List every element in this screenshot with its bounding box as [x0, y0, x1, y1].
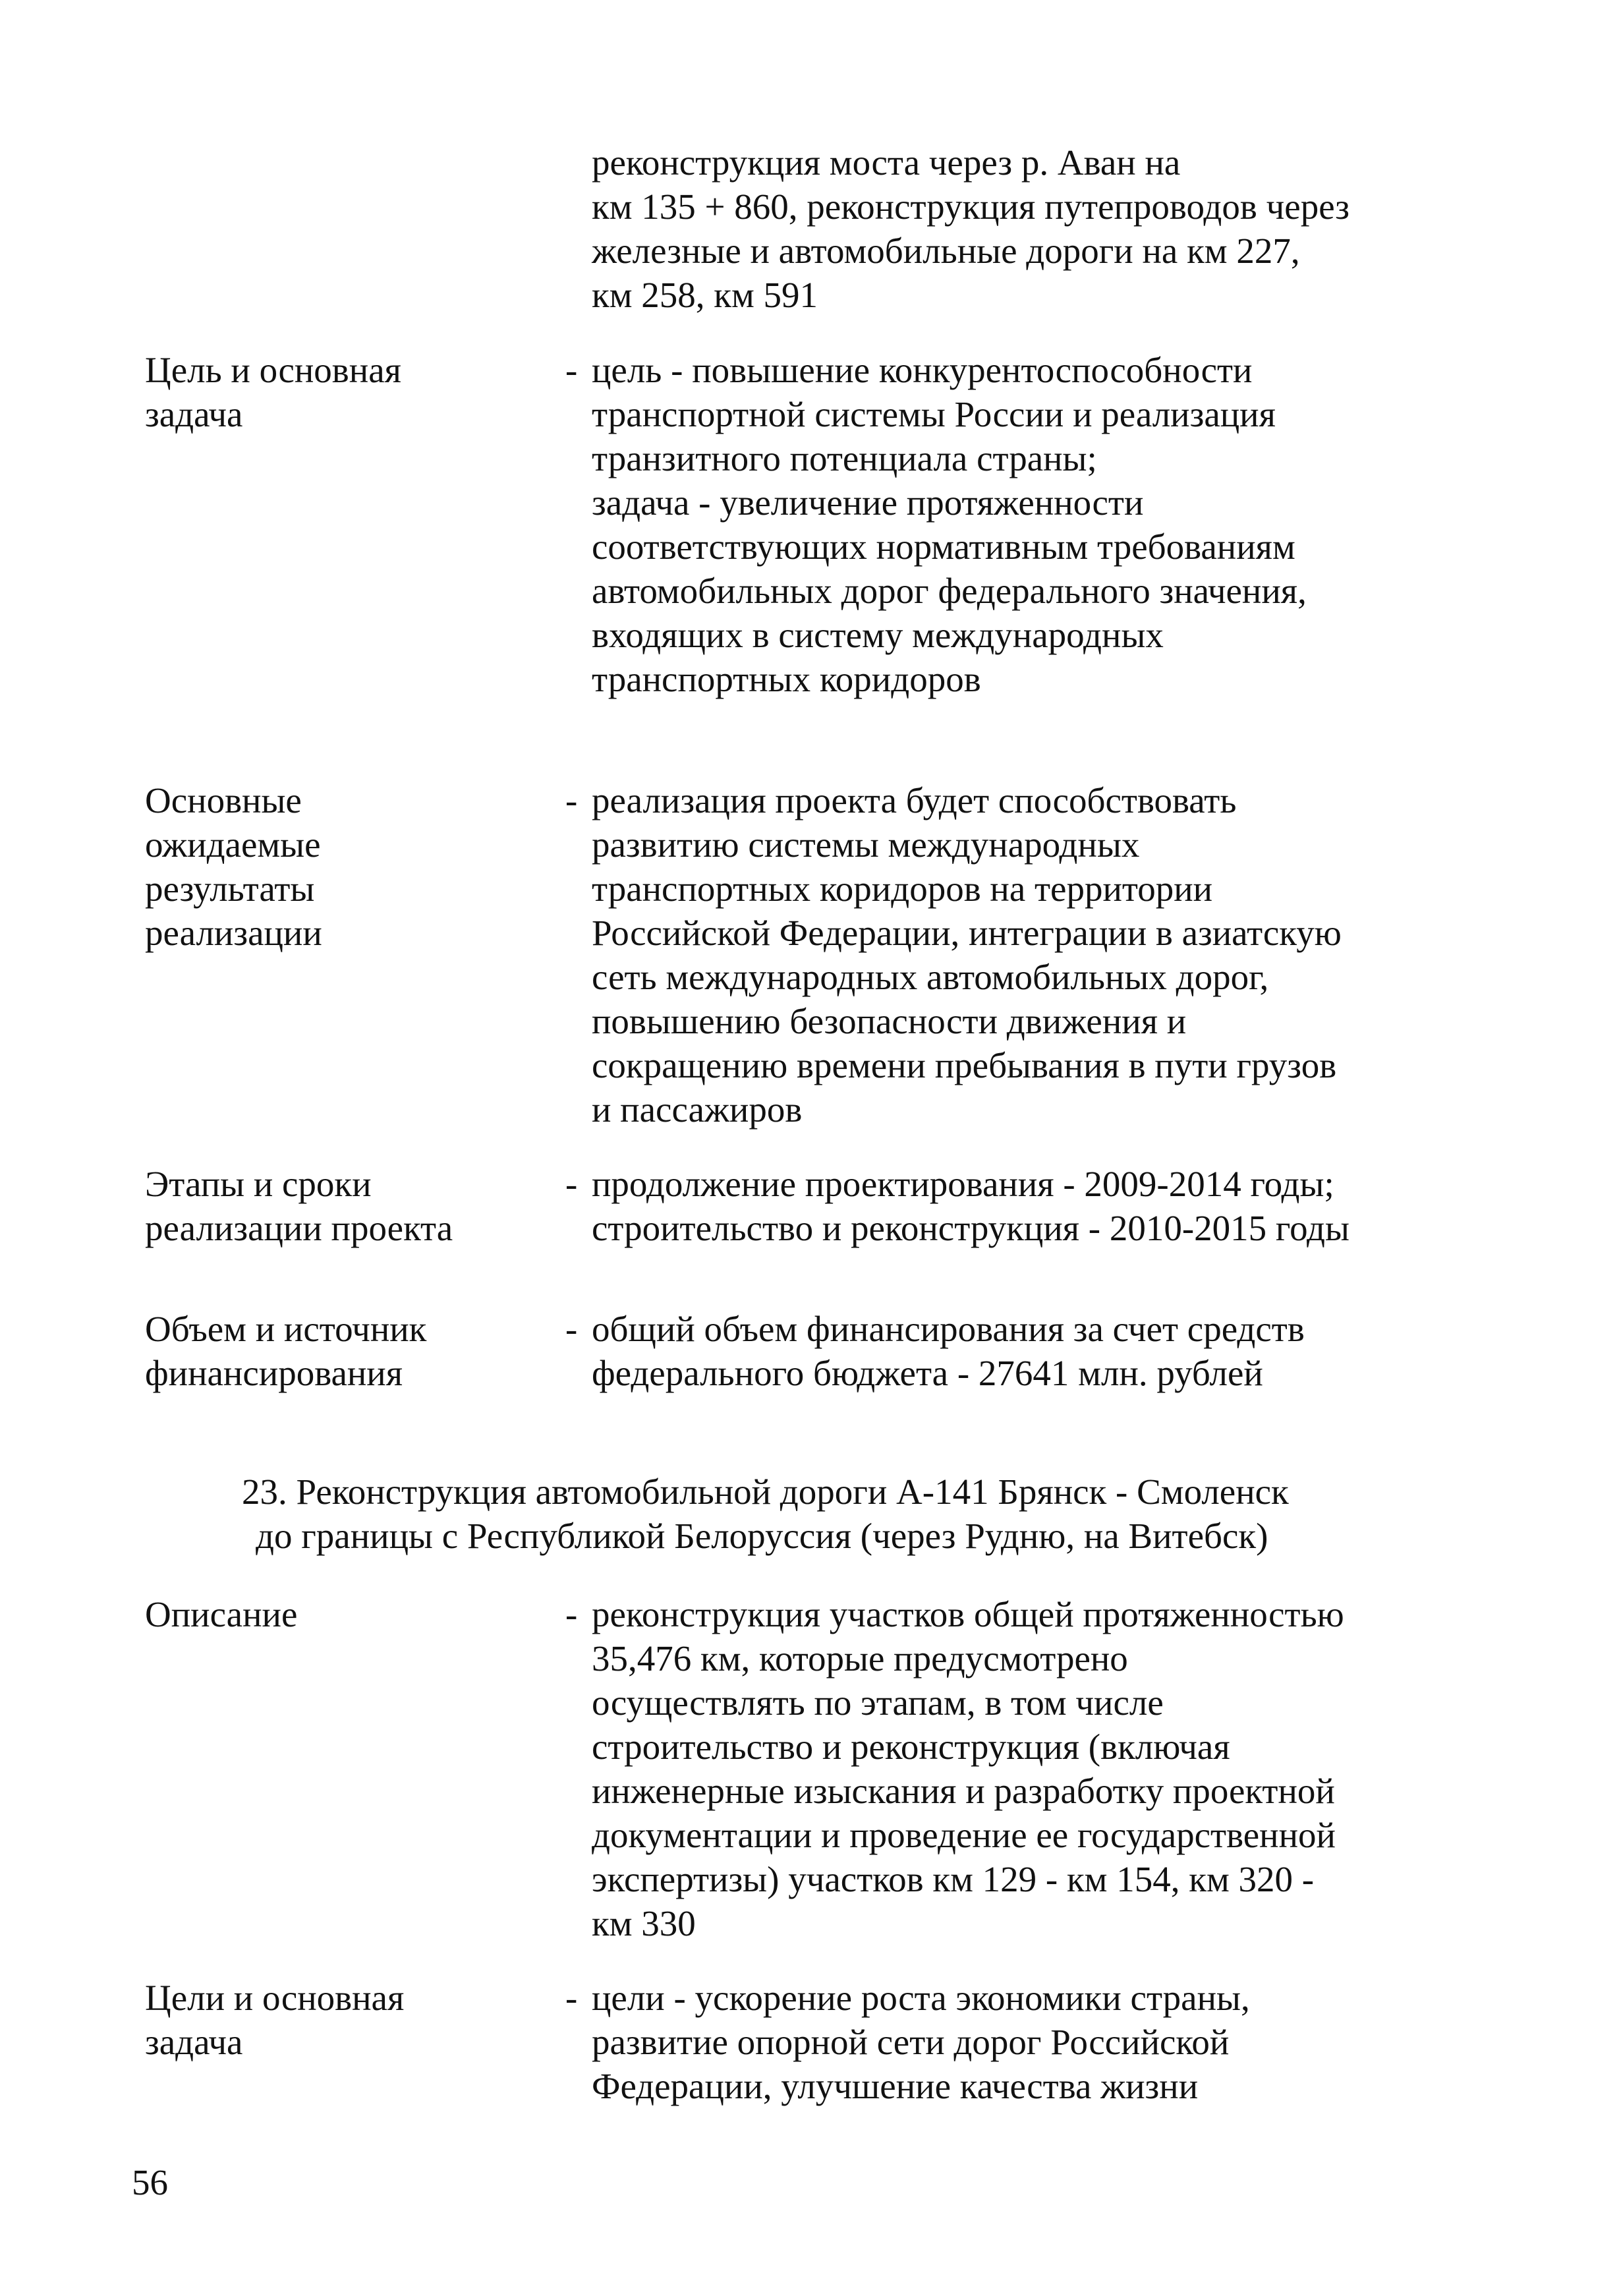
- row-value: строительство и реконструкция - 2010-2015 годы: [592, 1208, 1349, 1248]
- row-value: соответствующих нормативным требованиям: [592, 527, 1295, 567]
- row-value: строительство и реконструкция (включая: [592, 1727, 1230, 1767]
- row-value: и пассажиров: [592, 1089, 803, 1130]
- section-heading: 23. Реконструкция автомобильной дороги А-141 Брянск - Смоленск: [242, 1472, 1289, 1512]
- row-value: входящих в систему международных: [592, 615, 1164, 655]
- row-value: реконструкция участков общей протяженностью: [592, 1594, 1344, 1634]
- row-value: Российской Федерации, интеграции в азиатскую: [592, 913, 1342, 953]
- row-value: Федерации, улучшение качества жизни: [592, 2066, 1199, 2106]
- row-value: развитие опорной сети дорог Российской: [592, 2022, 1230, 2062]
- row-value: цель - повышение конкурентоспособности: [592, 350, 1253, 390]
- row-dash: -: [565, 350, 578, 390]
- row-value: сеть международных автомобильных дорог,: [592, 957, 1269, 997]
- row-value: транспортных коридоров: [592, 659, 981, 699]
- row-label: Цели и основная: [145, 1978, 405, 2018]
- row-label: реализации проекта: [145, 1208, 453, 1248]
- row-value: км 330: [592, 1903, 696, 1943]
- section-heading: до границы с Республикой Белоруссия (через Рудню, на Витебск): [256, 1516, 1268, 1556]
- row-label: задача: [145, 2022, 243, 2062]
- continuation-line: км 135 + 860, реконструкция путепроводов через: [592, 187, 1350, 227]
- row-value: осуществлять по этапам, в том числе: [592, 1682, 1164, 1723]
- row-value: инженерные изыскания и разработку проектной: [592, 1771, 1335, 1811]
- row-value: транзитного потенциала страны;: [592, 438, 1097, 478]
- row-value: экспертизы) участков км 129 - км 154, км 320 -: [592, 1859, 1315, 1899]
- row-value: задача - увеличение протяженности: [592, 482, 1144, 523]
- row-label: Этапы и сроки: [145, 1164, 372, 1204]
- row-value: повышению безопасности движения и: [592, 1001, 1187, 1041]
- row-value: сокращению времени пребывания в пути грузов: [592, 1045, 1337, 1085]
- row-label: финансирования: [145, 1353, 403, 1393]
- page-number: 56: [132, 2162, 168, 2202]
- row-dash: -: [565, 1978, 578, 2018]
- row-dash: -: [565, 1309, 578, 1349]
- row-label: Объем и источник: [145, 1309, 427, 1349]
- continuation-line: реконструкция моста через р. Аван на: [592, 142, 1181, 183]
- row-value: реализация проекта будет способствовать: [592, 780, 1237, 820]
- row-value: федерального бюджета - 27641 млн. рублей: [592, 1353, 1263, 1393]
- row-value: общий объем финансирования за счет средств: [592, 1309, 1305, 1349]
- row-dash: -: [565, 1164, 578, 1204]
- row-value: цели - ускорение роста экономики страны,: [592, 1978, 1250, 2018]
- row-label: Описание: [145, 1594, 298, 1634]
- row-dash: -: [565, 780, 578, 820]
- row-label: ожидаемые: [145, 824, 321, 865]
- row-dash: -: [565, 1594, 578, 1634]
- row-label: результаты: [145, 869, 315, 909]
- row-value: автомобильных дорог федерального значения,: [592, 571, 1307, 611]
- continuation-line: железные и автомобильные дороги на км 227,: [592, 231, 1300, 271]
- row-value: транспортной системы России и реализация: [592, 394, 1276, 434]
- row-value: документации и проведение ее государственной: [592, 1815, 1336, 1855]
- row-value: 35,476 км, которые предусмотрено: [592, 1638, 1128, 1679]
- continuation-line: км 258, км 591: [592, 275, 818, 315]
- row-label: Цель и основная: [145, 350, 401, 390]
- row-value: продолжение проектирования - 2009-2014 годы;: [592, 1164, 1334, 1204]
- row-label: задача: [145, 394, 243, 434]
- row-label: Основные: [145, 780, 302, 820]
- row-value: транспортных коридоров на территории: [592, 869, 1213, 909]
- row-label: реализации: [145, 913, 322, 953]
- row-value: развитию системы международных: [592, 824, 1140, 865]
